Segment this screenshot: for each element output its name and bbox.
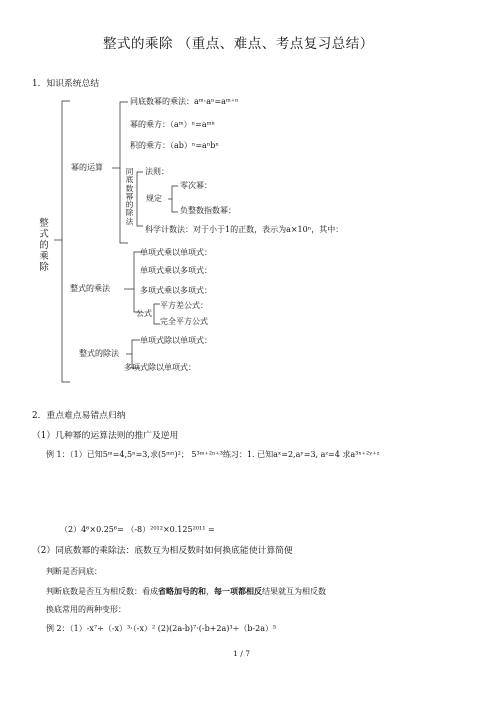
tree-branch-poly-div: 整式的除法 xyxy=(79,349,119,358)
tree-item-same-base-mult: 同底数幂的乘法：aᵐ·aⁿ=aᵐ⁺ⁿ xyxy=(130,97,239,106)
example-2-line: 例 2：（1）-x⁷÷（-x）³·（-x）² (2)(2a-b)⁷·(-b+2a)³÷（b-2a）⁵ xyxy=(46,624,277,633)
example-1-part-2: （2）4⁶×0.25⁶= （-8）²⁰¹²×0.125²⁰¹¹ = xyxy=(60,525,215,534)
tree-side-label-same-base-div: 同底数幂的除法 xyxy=(125,167,134,226)
subsection-2-heading: （2）同底数幂的乘除法：底数互为相反数时如何换底能使计算简便 xyxy=(32,546,293,556)
tree-item-stipulate: 规定 xyxy=(146,194,162,203)
tree-root-label: 整式的乘除 xyxy=(39,218,49,273)
tree-item-power-of-power: 幂的乘方：（aᵐ）ⁿ=aᵐⁿ xyxy=(130,120,215,129)
tree-item-perfect-square: 完全平方公式 xyxy=(160,317,208,326)
judge-bold-b: 每一项都相反 xyxy=(214,586,262,596)
tree-branch-power-ops: 幂的运算 xyxy=(71,163,103,172)
judge-text-e: 结果就互为相反数 xyxy=(262,587,326,596)
page-number: 1 / 7 xyxy=(233,649,251,658)
tree-item-rule: 法则： xyxy=(145,167,169,176)
judge-bold-a: 省略加号的和 xyxy=(158,586,206,596)
tree-item-mono-poly: 单项式乘以多项式： xyxy=(140,266,212,275)
page-title: 整式的乘除 （重点、难点、考点复习总结） xyxy=(103,36,374,52)
tree-item-negative-power: 负整数指数幂： xyxy=(180,206,236,215)
subsection-1-heading: （1）几种幂的运算法则的推广及逆用 xyxy=(32,431,179,441)
change-base-methods: 换底常用的两种变形： xyxy=(46,605,126,614)
tree-item-mono-div-mono: 单项式除以单项式： xyxy=(140,336,212,345)
example-1-line: 例 1：（1）已知5ᵐ=4,5ⁿ=3,求(5ᵐⁿ)²； 5³ᵐ⁺²ⁿ⁺³练习：1. 已知aˣ=2,aʸ=3, aᶻ=4 求a³ˣ⁺²ʸ⁺ᶻ xyxy=(46,450,380,459)
tree-item-mono-mono: 单项式乘以单项式： xyxy=(140,248,212,257)
tree-item-poly-poly: 多项式乘以多项式： xyxy=(140,286,212,295)
tree-item-poly-div-mono: 多项式除以单项式： xyxy=(124,363,196,372)
judge-text-c: ， xyxy=(206,587,214,596)
section-1-heading: 1．知识系统总结 xyxy=(32,79,100,89)
tree-item-formula: 公式 xyxy=(136,309,152,318)
judge-text-a: 判断底数是否互为相反数：看成 xyxy=(46,587,158,596)
tree-item-zero-power: 零次幂： xyxy=(180,181,212,190)
tree-item-power-of-product: 积的乘方：（ab）ⁿ=aⁿbⁿ xyxy=(130,141,219,150)
judge-opposite-base xyxy=(46,587,326,596)
tree-item-diff-squares: 平方差公式： xyxy=(160,301,208,310)
tree-branch-poly-mult: 整式的乘法 xyxy=(70,284,110,293)
tree-item-scientific-notation: 科学计数法：对于小于1的正数，表示为a×10ⁿ，其中： xyxy=(145,225,344,234)
section-2-heading: 2．重点难点易错点归纳 xyxy=(32,411,126,421)
judge-same-base: 判断是否同底： xyxy=(46,567,102,576)
